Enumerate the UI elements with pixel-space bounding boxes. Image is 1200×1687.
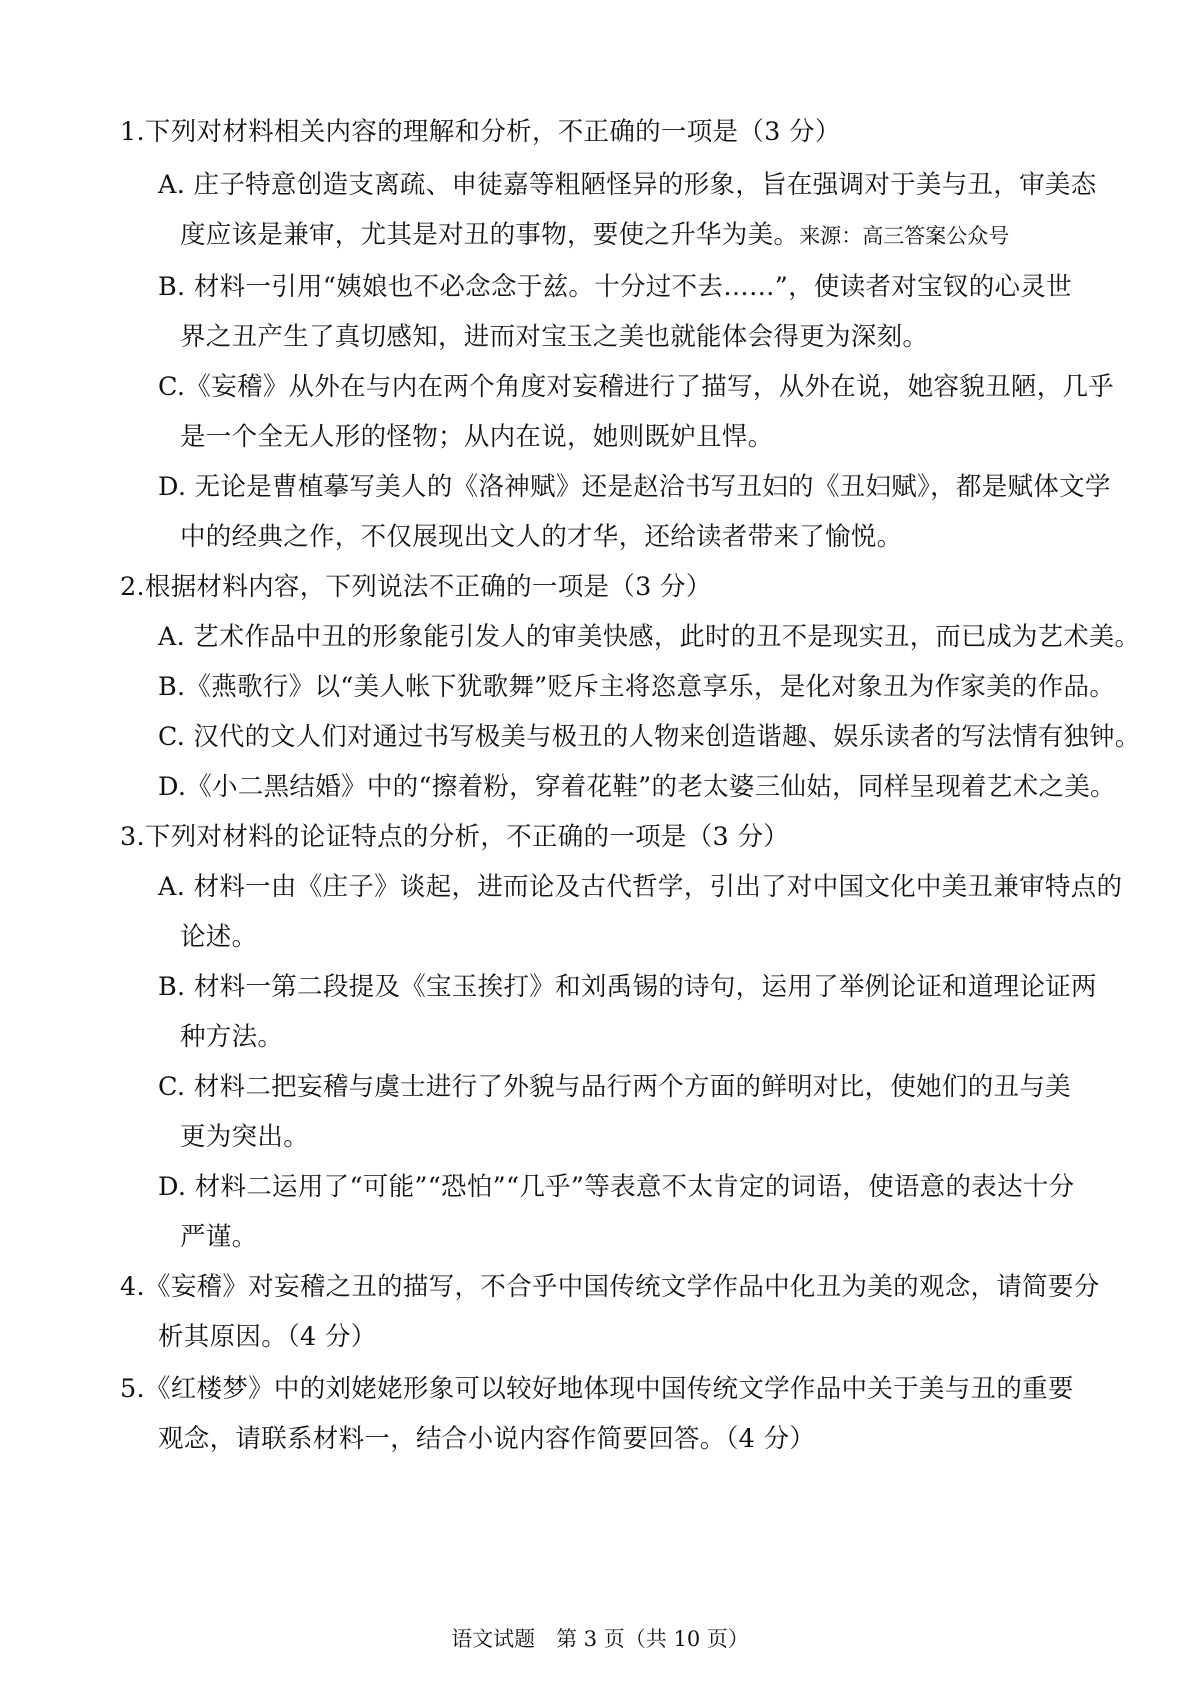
question-3-stem: 3.下列对材料的论证特点的分析，不正确的一项是（3 分） [120, 822, 790, 852]
question-3-option-b: B. 材料一第二段提及《宝玉挨打》和刘禹锡的诗句，运用了举例论证和道理论证两 [158, 972, 1097, 1002]
question-4-stem-continued: 析其原因。（4 分） [158, 1322, 377, 1352]
source-note: 来源：高三答案公众号 [799, 224, 1010, 248]
question-5-stem: 5.《红楼梦》中的刘姥姥形象可以较好地体现中国传统文学作品中关于美与丑的重要 [120, 1374, 1074, 1404]
question-2-option-a: A. 艺术作品中丑的形象能引发人的审美快感，此时的丑不是现实丑，而已成为艺术美。 [158, 622, 1141, 652]
question-1-option-b: B. 材料一引用“姨娘也不必念念于兹。十分过不去……”，使读者对宝钗的心灵世 [158, 272, 1072, 302]
question-2-option-c: C. 汉代的文人们对通过书写极美与极丑的人物来创造谐趣、娱乐读者的写法情有独钟。 [158, 722, 1141, 752]
question-2-option-b: B.《燕歌行》以“美人帐下犹歌舞”贬斥主将恣意享乐，是化对象丑为作家美的作品。 [158, 672, 1116, 702]
question-5-stem-continued: 观念，请联系材料一，结合小说内容作简要回答。（4 分） [158, 1424, 816, 1454]
question-1-option-d-continued: 中的经典之作，不仅展现出文人的才华，还给读者带来了愉悦。 [180, 522, 903, 552]
question-2-option-d: D.《小二黑结婚》中的“擦着粉，穿着花鞋”的老太婆三仙姑，同样呈现着艺术之美。 [158, 772, 1116, 802]
question-3-option-a: A. 材料一由《庄子》谈起，进而论及古代哲学，引出了对中国文化中美丑兼审特点的 [158, 872, 1123, 902]
option-text: 度应该是兼审，尤其是对丑的事物，要使之升华为美。 [180, 220, 800, 250]
question-3-option-d-continued: 严谨。 [180, 1222, 258, 1252]
question-3-option-a-continued: 论述。 [180, 922, 258, 952]
question-1-option-a: A. 庄子特意创造支离疏、申徒嘉等粗陋怪异的形象，旨在强调对于美与丑，审美态 [158, 170, 1097, 200]
question-1-option-c-continued: 是一个全无人形的怪物；从内在说，她则既妒且悍。 [180, 422, 774, 452]
question-3-option-c-continued: 更为突出。 [180, 1122, 310, 1152]
question-1-option-c: C.《妄稽》从外在与内在两个角度对妄稽进行了描写，从外在说，她容貌丑陋，几乎 [158, 372, 1115, 402]
question-3-option-c: C. 材料二把妄稽与虞士进行了外貌与品行两个方面的鲜明对比，使她们的丑与美 [158, 1072, 1071, 1102]
question-1-option-a-continued [180, 218, 1009, 253]
question-3-option-d: D. 材料二运用了“可能”“恐怕”“几乎”等表意不太肯定的词语，使语意的表达十分 [158, 1172, 1075, 1202]
question-3-option-b-continued: 种方法。 [180, 1022, 284, 1052]
page-footer: 语文试题 第 3 页（共 10 页） [451, 1627, 749, 1651]
question-1-option-d: D. 无论是曹植摹写美人的《洛神赋》还是赵洽书写丑妇的《丑妇赋》，都是赋体文学 [158, 472, 1111, 502]
question-1-option-b-continued: 界之丑产生了真切感知，进而对宝玉之美也就能体会得更为深刻。 [180, 322, 929, 352]
question-1-stem: 1.下列对材料相关内容的理解和分析，不正确的一项是（3 分） [120, 117, 841, 147]
question-2-stem: 2.根据材料内容，下列说法不正确的一项是（3 分） [120, 572, 712, 602]
question-4-stem: 4.《妄稽》对妄稽之丑的描写，不合乎中国传统文学作品中化丑为美的观念，请简要分 [120, 1272, 1100, 1302]
